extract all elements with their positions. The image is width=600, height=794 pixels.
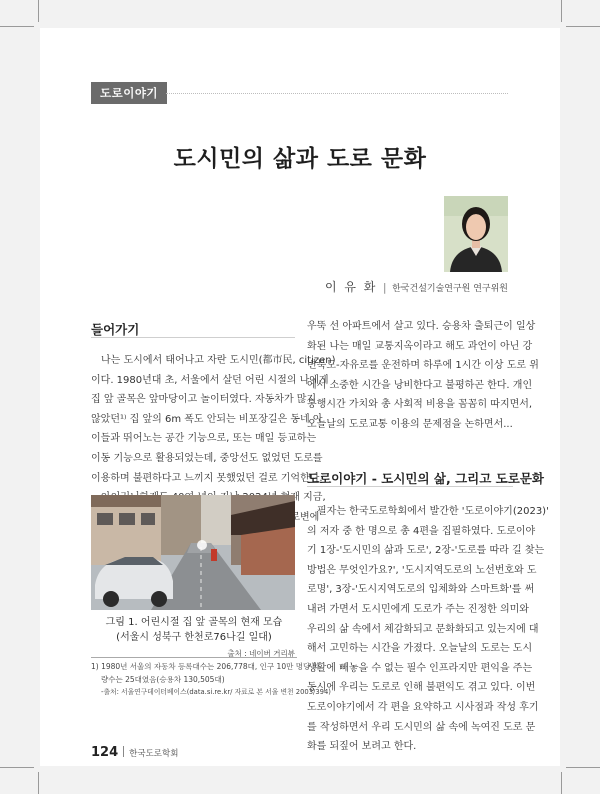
author-separator: | [382, 281, 387, 294]
publisher-name: 한국도로학회 [129, 749, 179, 759]
text-line: 우뚝 선 아파트에서 살고 있다. 승용차 출퇴근이 일상 [307, 321, 536, 332]
intro-paragraph-continued [307, 317, 539, 435]
figure-credit: 출처 : 네이버 거리뷰 [227, 649, 295, 658]
footnote-rule [91, 657, 297, 658]
text-line: 이다. 1980년대 초, 서울에서 살던 어린 시절의 나에게 [91, 374, 329, 386]
text-line: 에서 소중한 시간을 낭비한다고 불평하곤 한다. 개인 [307, 379, 533, 391]
text-line: 내려 가면서 도시민에게 도로가 주는 진정한 의미와 [307, 603, 529, 615]
text-line: 생활에 빼놓을 수 없는 필수 인프라지만 편익을 주는 [307, 662, 533, 674]
figure-caption [91, 615, 297, 645]
text-line: 기 1장-'도시민의 삶과 도로', 2장-'도로를 따라 길 찾는 [307, 545, 545, 557]
heading-road-story: 도로이야기 - 도시민의 삶, 그리고 도로문화 [307, 471, 544, 486]
text-line: 화를 되짚어 보려고 한다. [307, 741, 417, 753]
text-line: 이들과 뛰어노는 공간 기능으로, 또는 매일 등교하는 [91, 433, 317, 445]
footnote [91, 661, 331, 699]
text-line: 를 작성하면서 우리 도시민의 삶 속에 녹여진 도로 문 [307, 721, 536, 733]
page-footer [91, 741, 178, 760]
author-photo [444, 196, 508, 272]
text-line: 나는 도시에서 태어나고 자란 도시민(都市民, citizen) [101, 355, 336, 366]
text-line: 이용하며 불편하다고 느끼지 못했었던 걸로 기억한다. [91, 472, 323, 484]
text-line: 로명', 3장-'도시지역도로의 입체화와 스마트화'를 써 [307, 584, 535, 596]
text-line: 통행시간 가치와 총 사회적 비용을 꼼꼼히 따지면서, [307, 399, 533, 411]
text-line: 의 저자 중 한 명으로 총 4편을 집필하였다. 도로이야 [307, 525, 536, 537]
author-portrait-image [444, 196, 508, 272]
street-photo-image [91, 495, 295, 610]
section-divider [166, 93, 508, 94]
footer-divider [123, 746, 124, 757]
text-line: 변북도-자유로를 운전하며 하루에 1시간 이상 도로 위 [307, 360, 539, 372]
heading-intro: 들어가기 [91, 322, 140, 337]
author-affiliation: 한국건설기술연구원 연구위원 [392, 284, 508, 294]
section-tag: 도로이야기 [91, 82, 167, 104]
author-line [325, 278, 508, 295]
footnote-line: 1) 1980년 서울의 자동차 등록대수는 206,778대, 인구 10만 명당 차 [91, 662, 320, 671]
text-line: 필자는 한국도로학회에서 발간한 '도로이야기(2023)' [317, 506, 549, 517]
text-line: 집 앞 골목은 앞마당이고 놀이터였다. 자동차가 많지 [91, 394, 317, 406]
heading-road-story-rule [307, 486, 513, 487]
text-line: 해서 고민하는 시간을 가졌다. 오늘날의 도로는 도시 [307, 643, 533, 655]
article-title: 도시민의 삶과 도로 문화 [173, 146, 427, 172]
text-line: 화된 나는 매일 교통지옥이라고 해도 과언이 아닌 강 [307, 340, 533, 352]
page-number: 124 [91, 745, 119, 760]
text-line: 우리의 삶 속에서 체감화되고 문화화되고 있는지에 대 [307, 623, 539, 635]
text-line: 오늘날의 도로교통 이용의 문제점을 논하면서... [307, 418, 513, 430]
text-line: 도로이야기에서 각 편을 요약하고 시사점과 작성 후기 [307, 701, 539, 713]
footnote-source: -출처: 서울연구데이터베이스(data.si.re.kr/ 자료로 본 서울 변천 2003/394) [101, 688, 331, 696]
text-line: 않았던¹⁾ 집 앞의 6m 폭도 안되는 비포장길은 동네 아 [91, 413, 323, 425]
figure-street-view [91, 495, 295, 610]
text-line: 동시에 우리는 도로로 인해 불편익도 겪고 있다. 이번 [307, 682, 536, 694]
heading-intro-rule [91, 337, 295, 338]
text-line: 이동 기능으로 활용되었는데, 중앙선도 없었던 도로를 [91, 452, 323, 464]
text-line: 방법은 무엇인가요?', '도시지역도로의 노선번호와 도 [307, 564, 537, 576]
figure-caption-title: 그림 1. 어린시절 집 앞 골목의 현재 모습 [105, 617, 283, 628]
figure-caption-location: (서울시 성북구 한천로76나길 일대) [116, 632, 272, 643]
author-name: 이 유 화 [324, 280, 378, 294]
road-story-paragraph [307, 502, 549, 757]
footnote-line: 량수는 25대였음(승용차 130,505대) [101, 674, 225, 684]
